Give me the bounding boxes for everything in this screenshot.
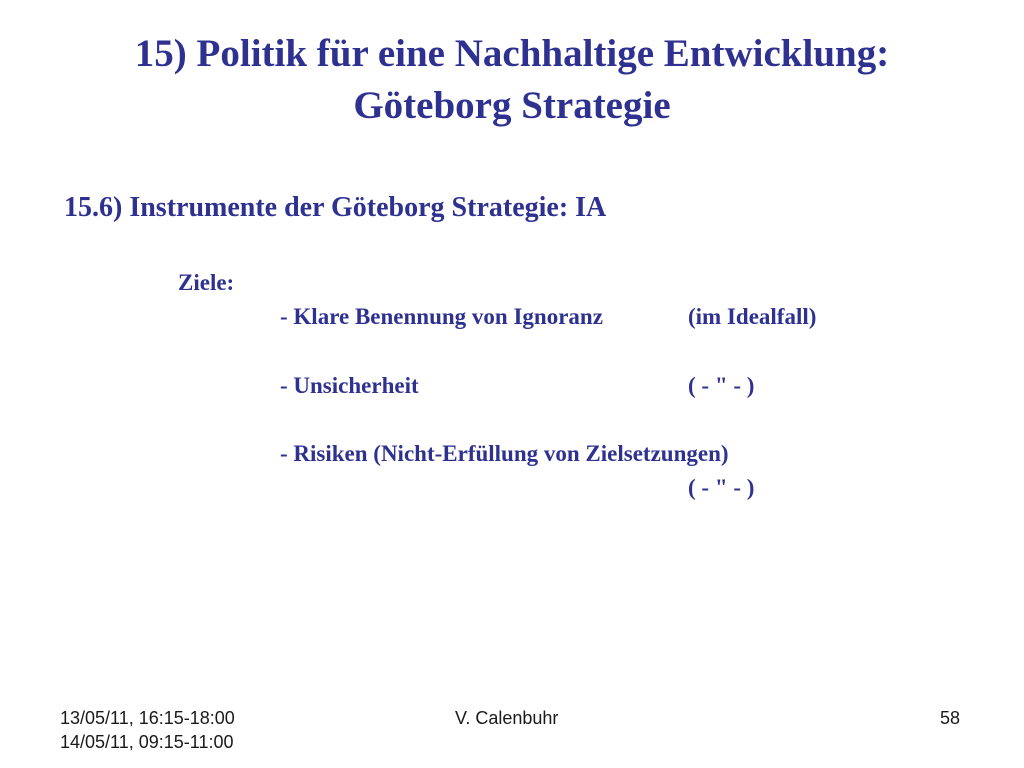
slide-title-line-2: Göteborg Strategie [353, 84, 671, 127]
goal-item-risks: - Risiken (Nicht-Erfüllung von Zielsetzungen) [280, 441, 729, 466]
footer-date-line-1: 13/05/11, 16:15-18:00 [60, 708, 235, 728]
section-heading: 15.6) Instrumente der Göteborg Strategie: IA [64, 192, 607, 223]
goals-label: Ziele: [178, 270, 235, 295]
goal-item-uncertainty: - Unsicherheit [280, 373, 419, 398]
goal-item-risks-note: ( - " - ) [688, 475, 755, 500]
page-number: 58 [940, 708, 961, 728]
footer-date-line-2: 14/05/11, 09:15-11:00 [60, 732, 234, 752]
footer-author: V. Calenbuhr [455, 708, 559, 728]
goal-item-ignorance: - Klare Benennung von Ignoranz [280, 304, 603, 329]
goal-item-ignorance-note: (im Idealfall) [688, 304, 817, 329]
footer-dates [60, 706, 235, 754]
goal-item-uncertainty-note: ( - " - ) [688, 373, 755, 398]
slide-title [0, 28, 1024, 132]
slide-title-line-1: 15) Politik für eine Nachhaltige Entwicklung: [134, 32, 890, 75]
